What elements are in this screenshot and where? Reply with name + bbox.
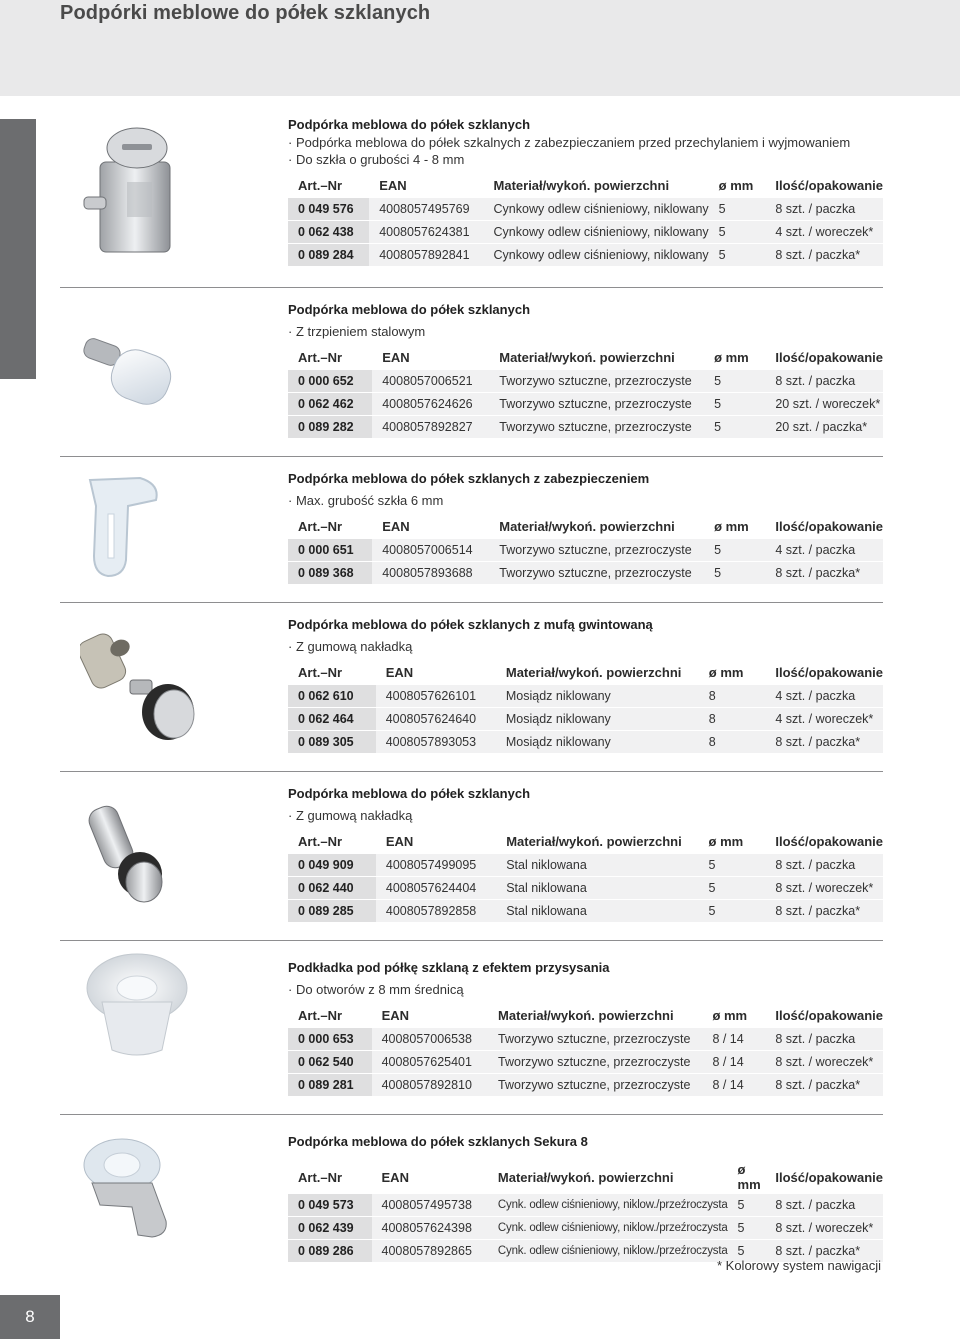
shelf-support-zinc-image	[82, 122, 192, 262]
section-bullet: · Podpórka meblowa do półek szkalnych z zabezpieczaniem przed przechylaniem i wyjmowaniem	[288, 134, 883, 151]
art-nr-cell: 0 089 281	[288, 1074, 372, 1097]
shelf-support-safety-image	[80, 470, 164, 582]
material-cell: Cynkowy odlew ciśnieniowy, niklowany	[484, 197, 709, 221]
diameter-cell: 5	[704, 369, 765, 393]
table-row	[288, 369, 883, 393]
art-nr-cell: 0 062 610	[288, 684, 376, 708]
ean-cell: 4008057893688	[372, 562, 489, 585]
art-nr-cell: 0 062 440	[288, 877, 376, 900]
ean-cell: 4008057892810	[372, 1074, 488, 1097]
header-diameter: ø mm	[709, 174, 766, 197]
table-header-row	[288, 515, 883, 538]
header-quantity: Ilość/opakowanie	[765, 346, 883, 369]
table-row	[288, 684, 883, 708]
section-title: Podpórka meblowa do półek szklanych Sekura 8	[288, 1134, 588, 1149]
art-nr-cell: 0 049 576	[288, 197, 369, 221]
shelf-support-steel-pin-image	[82, 330, 178, 415]
ean-cell: 4008057892827	[372, 416, 489, 439]
table-row	[288, 877, 883, 900]
ean-cell: 4008057006514	[372, 538, 489, 562]
ean-cell: 4008057006521	[372, 369, 489, 393]
product-section-4	[288, 615, 883, 754]
table-row	[288, 1074, 883, 1097]
diameter-cell: 5	[709, 197, 766, 221]
material-cell: Stal niklowana	[496, 877, 698, 900]
table-header-row	[288, 1004, 883, 1027]
section-divider	[60, 940, 883, 941]
header-art-nr: Art.–Nr	[288, 1162, 372, 1193]
page-title: Podpórki meblowe do półek szklanych	[60, 2, 431, 24]
art-nr-cell: 0 062 439	[288, 1217, 372, 1240]
diameter-cell: 5	[704, 538, 765, 562]
art-nr-cell: 0 062 462	[288, 393, 372, 416]
table-row	[288, 221, 883, 244]
material-cell: Tworzywo sztuczne, przezroczyste	[488, 1027, 702, 1051]
product-table	[288, 830, 883, 923]
art-nr-cell: 0 062 464	[288, 708, 376, 731]
product-table	[288, 346, 883, 439]
header-art-nr: Art.–Nr	[288, 830, 376, 853]
diameter-cell: 5	[704, 416, 765, 439]
diameter-cell: 5	[699, 900, 766, 923]
header-diameter: ø mm	[699, 830, 766, 853]
header-diameter: ø mm	[699, 661, 766, 684]
quantity-cell: 8 szt. / woreczek*	[765, 877, 883, 900]
art-nr-cell: 0 000 651	[288, 538, 372, 562]
section-bullet: · Z gumową nakładką	[288, 807, 883, 824]
art-nr-cell: 0 000 652	[288, 369, 372, 393]
ean-cell: 4008057625401	[372, 1051, 488, 1074]
side-navigation-tab	[0, 119, 36, 379]
section-bullet: · Z trzpieniem stalowym	[288, 323, 883, 340]
diameter-cell: 8 / 14	[702, 1051, 765, 1074]
diameter-cell: 5	[709, 244, 766, 267]
diameter-cell: 5	[704, 393, 765, 416]
header-material: Materiał/wykoń. powierzchni	[484, 174, 709, 197]
section-title: Podpórka meblowa do półek szklanych z mufą gwintowaną	[288, 617, 653, 632]
section-bullet: · Z gumową nakładką	[288, 638, 883, 655]
suction-pad-image	[82, 950, 192, 1060]
header-material: Materiał/wykoń. powierzchni	[496, 661, 699, 684]
material-cell: Tworzywo sztuczne, przezroczyste	[489, 538, 704, 562]
header-quantity: Ilość/opakowanie	[765, 830, 883, 853]
art-nr-cell: 0 089 368	[288, 562, 372, 585]
product-section-5	[288, 784, 883, 923]
art-nr-cell: 0 089 284	[288, 244, 369, 267]
product-table	[288, 515, 883, 585]
header-material: Materiał/wykoń. powierzchni	[488, 1162, 728, 1193]
ean-cell: 4008057624404	[376, 877, 496, 900]
ean-cell: 4008057624626	[372, 393, 489, 416]
diameter-cell: 8 / 14	[702, 1027, 765, 1051]
ean-cell: 4008057624640	[376, 708, 496, 731]
diameter-cell: 5	[728, 1240, 766, 1263]
material-cell: Stal niklowana	[496, 900, 698, 923]
table-row	[288, 900, 883, 923]
section-title: Podpórka meblowa do półek szklanych	[288, 786, 531, 801]
art-nr-cell: 0 000 653	[288, 1027, 372, 1051]
shelf-support-rubber-cap-image	[82, 800, 172, 910]
art-nr-cell: 0 062 438	[288, 221, 369, 244]
section-title: Podpórka meblowa do półek szklanych	[288, 302, 531, 317]
ean-cell: 4008057892865	[372, 1240, 488, 1263]
quantity-cell: 4 szt. / paczka	[765, 538, 883, 562]
table-row	[288, 731, 883, 754]
header-ean: EAN	[376, 661, 496, 684]
quantity-cell: 8 szt. / paczka*	[765, 562, 883, 585]
diameter-cell: 8	[699, 708, 766, 731]
header-quantity: Ilość/opakowanie	[765, 661, 883, 684]
quantity-cell: 8 szt. / paczka	[765, 197, 883, 221]
header-ean: EAN	[372, 515, 489, 538]
header-art-nr: Art.–Nr	[288, 346, 372, 369]
material-cell: Cynkowy odlew ciśnieniowy, niklowany	[484, 244, 709, 267]
table-row	[288, 197, 883, 221]
material-cell: Mosiądz niklowany	[496, 708, 699, 731]
quantity-cell: 4 szt. / woreczek*	[765, 221, 883, 244]
quantity-cell: 8 szt. / paczka*	[765, 1240, 883, 1263]
header-art-nr: Art.–Nr	[288, 515, 372, 538]
quantity-cell: 4 szt. / woreczek*	[765, 708, 883, 731]
section-divider	[60, 456, 883, 457]
header-material: Materiał/wykoń. powierzchni	[489, 515, 704, 538]
table-row	[288, 393, 883, 416]
product-table	[288, 1004, 883, 1097]
quantity-cell: 8 szt. / paczka*	[765, 1074, 883, 1097]
table-header-row	[288, 174, 883, 197]
quantity-cell: 8 szt. / paczka	[765, 1193, 883, 1217]
ean-cell: 4008057626101	[376, 684, 496, 708]
material-cell: Mosiądz niklowany	[496, 731, 699, 754]
art-nr-cell: 0 089 282	[288, 416, 372, 439]
section-divider	[60, 287, 883, 288]
table-row	[288, 244, 883, 267]
quantity-cell: 8 szt. / woreczek*	[765, 1217, 883, 1240]
header-diameter: ø mm	[728, 1162, 766, 1193]
diameter-cell: 5	[699, 853, 766, 877]
diameter-cell: 5	[728, 1217, 766, 1240]
ean-cell: 4008057624381	[369, 221, 483, 244]
ean-cell: 4008057495738	[372, 1193, 488, 1217]
product-table	[288, 174, 883, 267]
table-row	[288, 1193, 883, 1217]
header-material: Materiał/wykoń. powierzchni	[488, 1004, 702, 1027]
table-header-row	[288, 830, 883, 853]
header-quantity: Ilość/opakowanie	[765, 515, 883, 538]
diameter-cell: 8	[699, 684, 766, 708]
ean-cell: 4008057624398	[372, 1217, 488, 1240]
ean-cell: 4008057499095	[376, 853, 496, 877]
material-cell: Stal niklowana	[496, 853, 698, 877]
header-quantity: Ilość/opakowanie	[765, 174, 883, 197]
material-cell: Mosiądz niklowany	[496, 684, 699, 708]
section-bullet: · Do szkła o grubości 4 - 8 mm	[288, 151, 883, 168]
quantity-cell: 20 szt. / woreczek*	[765, 393, 883, 416]
material-cell: Tworzywo sztuczne, przezroczyste	[489, 393, 704, 416]
header-ean: EAN	[369, 174, 483, 197]
ean-cell: 4008057892841	[369, 244, 483, 267]
header-quantity: Ilość/opakowanie	[765, 1004, 883, 1027]
table-row	[288, 1027, 883, 1051]
diameter-cell: 5	[728, 1193, 766, 1217]
art-nr-cell: 0 062 540	[288, 1051, 372, 1074]
section-title: Podkładka pod półkę szklaną z efektem przysysania	[288, 960, 610, 975]
quantity-cell: 20 szt. / paczka*	[765, 416, 883, 439]
art-nr-cell: 0 049 573	[288, 1193, 372, 1217]
diameter-cell: 8 / 14	[702, 1074, 765, 1097]
header-diameter: ø mm	[702, 1004, 765, 1027]
ean-cell: 4008057892858	[376, 900, 496, 923]
quantity-cell: 4 szt. / paczka	[765, 684, 883, 708]
table-row	[288, 562, 883, 585]
header-diameter: ø mm	[704, 346, 765, 369]
header-art-nr: Art.–Nr	[288, 174, 369, 197]
material-cell: Tworzywo sztuczne, przezroczyste	[489, 369, 704, 393]
diameter-cell: 5	[704, 562, 765, 585]
diameter-cell: 8	[699, 731, 766, 754]
footnote: * Kolorowy system nawigacji	[716, 1258, 881, 1273]
product-section-2	[288, 300, 883, 439]
ean-cell: 4008057006538	[372, 1027, 488, 1051]
table-header-row	[288, 661, 883, 684]
table-row	[288, 1217, 883, 1240]
table-row	[288, 416, 883, 439]
quantity-cell: 8 szt. / paczka*	[765, 244, 883, 267]
header-quantity: Ilość/opakowanie	[765, 1162, 883, 1193]
section-title: Podpórka meblowa do półek szklanych z zabezpieczeniem	[288, 471, 650, 486]
quantity-cell: 8 szt. / paczka	[765, 369, 883, 393]
section-title: Podpórka meblowa do półek szklanych	[288, 117, 531, 132]
table-header-row	[288, 346, 883, 369]
section-divider	[60, 1114, 883, 1115]
art-nr-cell: 0 089 305	[288, 731, 376, 754]
product-section-1	[288, 115, 883, 267]
section-bullet: · Do otworów z 8 mm średnicą	[288, 981, 883, 998]
header-ean: EAN	[376, 830, 496, 853]
table-row	[288, 708, 883, 731]
product-table	[288, 1162, 883, 1263]
table-row	[288, 538, 883, 562]
ean-cell: 4008057495769	[369, 197, 483, 221]
quantity-cell: 8 szt. / paczka*	[765, 900, 883, 923]
quantity-cell: 8 szt. / paczka*	[765, 731, 883, 754]
quantity-cell: 8 szt. / paczka	[765, 853, 883, 877]
material-cell: Tworzywo sztuczne, przezroczyste	[488, 1051, 702, 1074]
diameter-cell: 5	[709, 221, 766, 244]
product-section-7	[288, 1132, 883, 1263]
header-material: Materiał/wykoń. powierzchni	[496, 830, 698, 853]
material-cell: Cynk. odlew ciśnieniowy, niklow./przeźroczysta	[488, 1193, 728, 1217]
header-ean: EAN	[372, 1162, 488, 1193]
quantity-cell: 8 szt. / woreczek*	[765, 1051, 883, 1074]
section-bullet: · Max. grubość szkła 6 mm	[288, 492, 883, 509]
quantity-cell: 8 szt. / paczka	[765, 1027, 883, 1051]
section-divider	[60, 771, 883, 772]
header-art-nr: Art.–Nr	[288, 1004, 372, 1027]
material-cell: Tworzywo sztuczne, przezroczyste	[488, 1074, 702, 1097]
product-table	[288, 661, 883, 754]
diameter-cell: 5	[699, 877, 766, 900]
material-cell: Cynk. odlew ciśnieniowy, niklow./przeźroczysta	[488, 1240, 728, 1263]
section-divider	[60, 602, 883, 603]
table-row	[288, 1051, 883, 1074]
material-cell: Cynkowy odlew ciśnieniowy, niklowany	[484, 221, 709, 244]
material-cell: Cynk. odlew ciśnieniowy, niklow./przeźroczysta	[488, 1217, 728, 1240]
art-nr-cell: 0 089 286	[288, 1240, 372, 1263]
art-nr-cell: 0 049 909	[288, 853, 376, 877]
header-material: Materiał/wykoń. powierzchni	[489, 346, 704, 369]
header-ean: EAN	[372, 346, 489, 369]
material-cell: Tworzywo sztuczne, przezroczyste	[489, 562, 704, 585]
shelf-support-sekura-image	[82, 1135, 190, 1245]
header-art-nr: Art.–Nr	[288, 661, 376, 684]
art-nr-cell: 0 089 285	[288, 900, 376, 923]
ean-cell: 4008057893053	[376, 731, 496, 754]
product-section-3	[288, 469, 883, 585]
page-number: 8	[0, 1295, 60, 1339]
table-row	[288, 853, 883, 877]
header-diameter: ø mm	[704, 515, 765, 538]
header-ean: EAN	[372, 1004, 488, 1027]
material-cell: Tworzywo sztuczne, przezroczyste	[489, 416, 704, 439]
table-header-row	[288, 1162, 883, 1193]
shelf-support-threaded-sleeve-image	[80, 628, 205, 746]
product-section-6	[288, 958, 883, 1097]
